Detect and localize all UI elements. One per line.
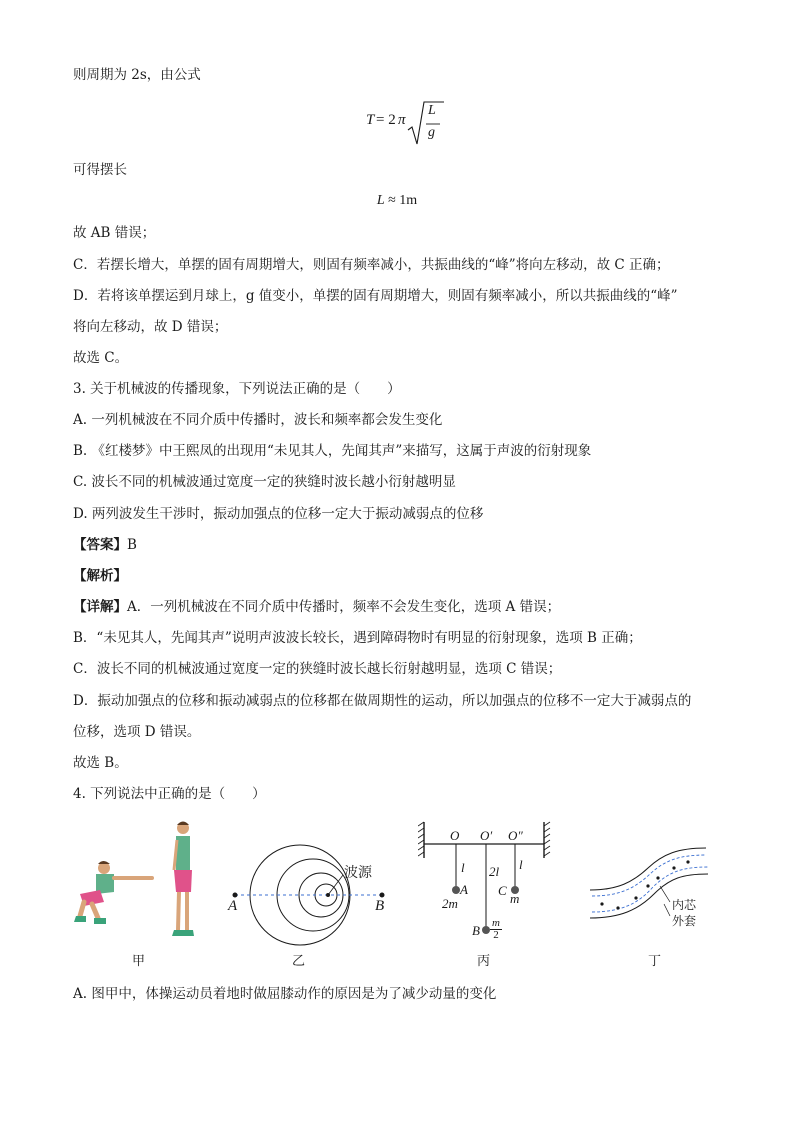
q3-explain-b: B．“未见其人，先闻其声”说明声波波长较长，遇到障碍物时有明显的衍射现象，选项 B 正确； — [73, 630, 642, 646]
right-wall — [544, 822, 550, 858]
q3-explain-d1: D．振动加强点的位移和振动减弱点的位移都在做周期性的运动，所以加强点的位移不一定大于减弱点的 — [73, 693, 692, 709]
label-o2: O″ — [508, 828, 523, 843]
left-wall — [418, 822, 424, 858]
cladding-leader — [664, 904, 670, 916]
formula-lhs: T — [366, 112, 375, 128]
result-rel: ≈ 1m — [384, 193, 418, 208]
label-point-a: A — [228, 898, 238, 914]
label-c: C — [498, 883, 507, 898]
label-o: O — [450, 828, 460, 843]
explain-a-text: A．一列机械波在不同介质中传播时，频率不会发生变化，选项 A 错误； — [127, 599, 561, 615]
formula-den: g — [428, 125, 435, 140]
ball-a — [452, 886, 460, 894]
figure-jia-gymnast — [70, 818, 210, 943]
caption-bing: 丙 — [477, 954, 491, 969]
core-leader — [660, 886, 670, 902]
label-mass-c: m — [510, 891, 520, 906]
formula-pi: π — [398, 112, 406, 128]
text-choose-c: 故选 C。 — [73, 350, 129, 366]
label-cladding: 外套 — [672, 914, 697, 928]
q3-option-a: A. 一列机械波在不同介质中传播时，波长和频率都会发生变化 — [73, 412, 443, 428]
q3-option-b: B. 《红楼梦》中王熙凤的出现用“未见其人，先闻其声”来描写，这属于声波的衍射现象 — [73, 443, 592, 459]
mass-b-num: m — [490, 918, 502, 930]
caption-yi: 乙 — [292, 954, 306, 969]
q3-analysis-tag: 【解析】 — [73, 568, 127, 584]
point-b — [380, 893, 385, 898]
label-o1: O′ — [480, 828, 493, 843]
q3-explain-c: C．波长不同的机械波通过宽度一定的狭缝时波长越长衍射越明显，选项 C 错误； — [73, 661, 562, 677]
formula-period — [366, 100, 446, 148]
text-d-line2: 将向左移动，故 D 错误； — [73, 319, 228, 335]
q3-answer — [73, 536, 137, 554]
point-a — [233, 893, 238, 898]
text-length-intro: 可得摆长 — [73, 162, 127, 178]
squatting-gymnast — [74, 861, 152, 924]
mass-b-den: 2 — [493, 929, 499, 941]
q4-stem: 4. 下列说法中正确的是（ ） — [73, 786, 266, 802]
q3-stem: 3. 关于机械波的传播现象，下列说法正确的是（ ） — [73, 381, 401, 397]
label-mass-a: 2m — [442, 896, 458, 911]
label-a: A — [460, 882, 468, 897]
label-len-2l: 2l — [489, 864, 500, 879]
text-period-line: 则周期为 2s，由公式 — [73, 67, 201, 83]
ball-b — [482, 926, 490, 934]
result-var: L — [376, 193, 385, 208]
q3-option-c: C. 波长不同的机械波通过宽度一定的狭缝时波长越小衍射越明显 — [73, 474, 456, 490]
answer-value: B — [127, 537, 137, 553]
sqrt-sign — [406, 100, 446, 148]
q3-explain-a — [73, 598, 560, 616]
label-b: B — [472, 923, 480, 938]
q3-option-d: D. 两列波发生干涉时，振动加强点的位移一定大于振动减弱点的位移 — [73, 506, 484, 522]
fiber-outer-top — [590, 848, 706, 890]
q4-option-a: A. 图甲中，体操运动员着地时做屈膝动作的原因是为了减少动量的变化 — [73, 986, 497, 1002]
figure-ding-optical-fiber — [588, 840, 718, 930]
formula-result — [0, 192, 794, 209]
text-c-line: C．若摆长增大，单摆的固有周期增大，则固有频率减小，共振曲线的“峰”将向左移动，故 C 正确； — [73, 257, 670, 273]
label-core: 内芯 — [672, 898, 697, 912]
label-mass-b — [490, 918, 502, 941]
standing-gymnast — [172, 822, 194, 937]
label-len-l: l — [461, 860, 465, 875]
figure-yi-wave-source — [225, 822, 415, 947]
caption-jia: 甲 — [132, 954, 146, 969]
q3-explain-d2: 位移，选项 D 错误。 — [73, 724, 201, 740]
text-d-line1: D．若将该单摆运到月球上，g 值变小，单摆的固有周期增大，则固有频率减小，所以共振曲线的“峰” — [73, 288, 678, 304]
label-wave-source: 波源 — [344, 865, 372, 881]
label-len-l2: l — [519, 857, 523, 872]
label-point-b: B — [375, 898, 385, 914]
formula-num: L — [428, 103, 436, 118]
caption-ding: 丁 — [648, 954, 662, 969]
detail-tag: 【详解】 — [73, 599, 127, 615]
formula-eq: = 2 — [376, 112, 396, 128]
q3-choose-b: 故选 B。 — [73, 755, 128, 771]
answer-tag: 【答案】 — [73, 537, 127, 553]
text-ab-wrong: 故 AB 错误； — [73, 225, 156, 241]
